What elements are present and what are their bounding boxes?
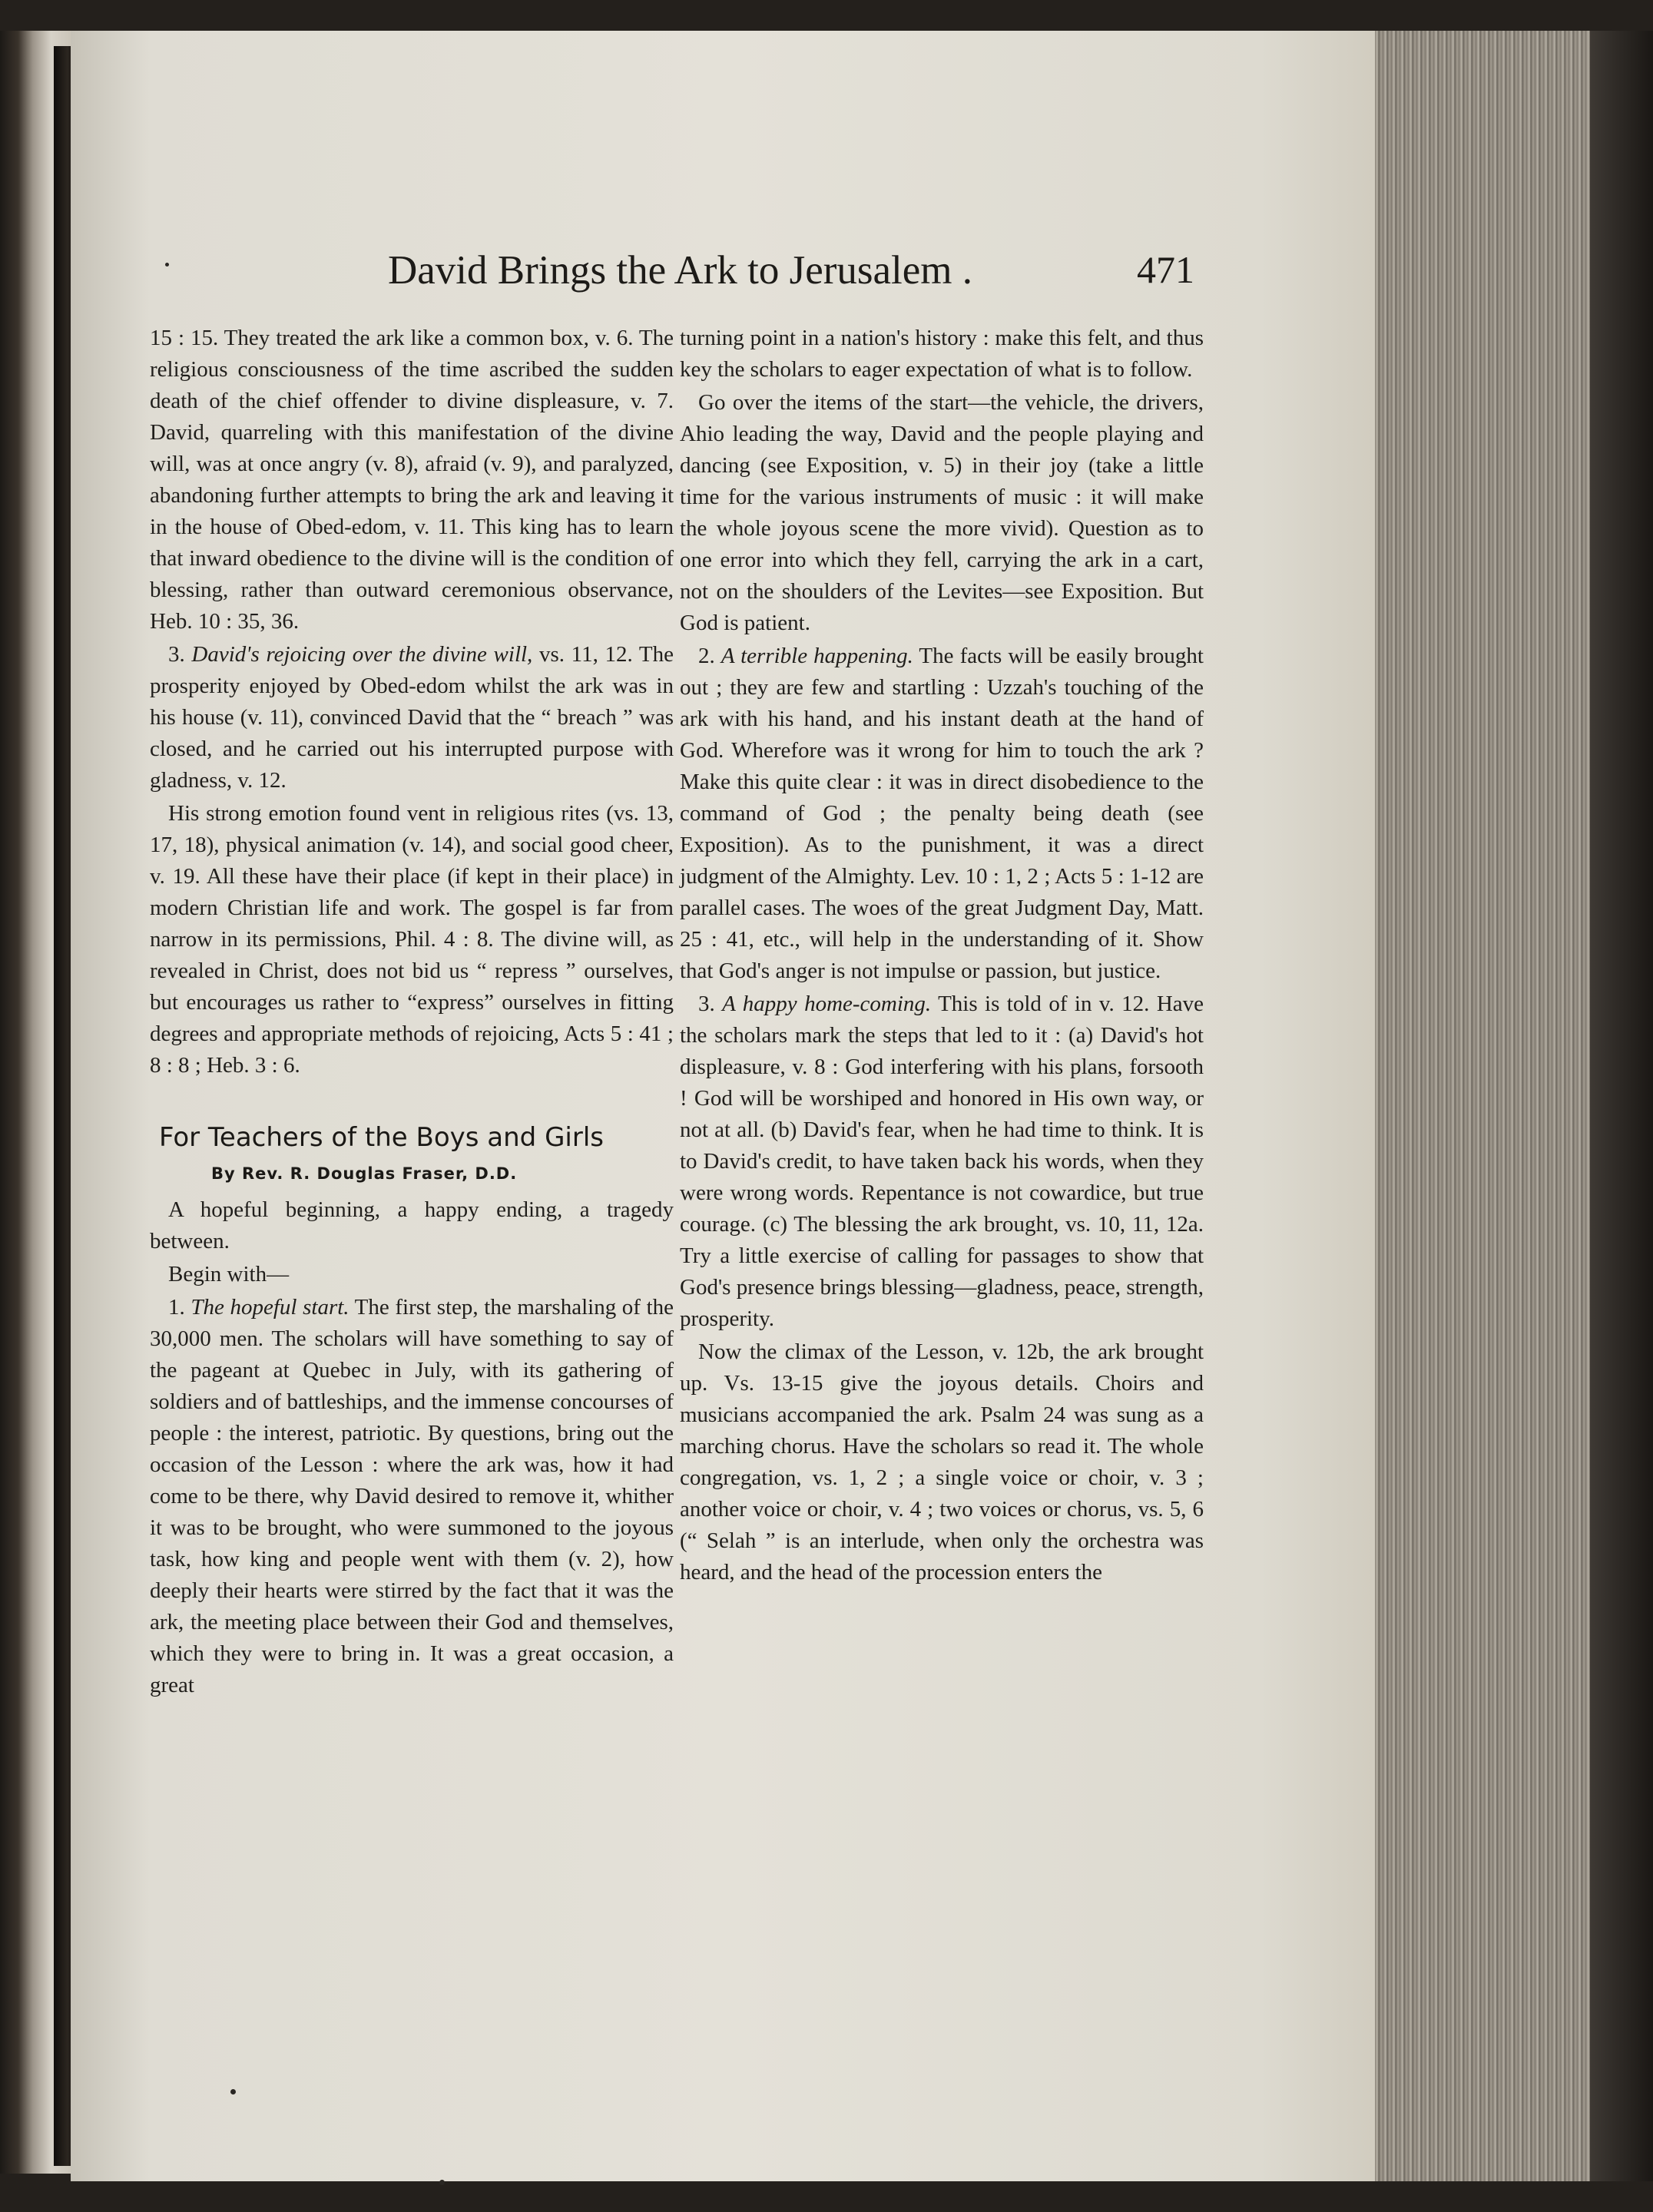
right-column [680, 323, 1204, 1588]
paragraph: Now the climax of the Lesson, v. 12b, the ark brought up. Vs. 13-15 give the joyous details. Choirs and musicians accompanied the ark. Psalm 24 was sung as a marching chorus. Have the scholars so read it. The whole congregation, vs. 1, 2 ; a single voice or choir, v. 3 ; another voice or choir, v. 4 ; two voices or chorus, vs. 5, 6 (“ Selah ” is an interlude, when only the orchestra was heard, and the head of the procession enters the [680, 1339, 1204, 1584]
left-column [150, 323, 674, 1701]
page-number: 471 [1137, 248, 1194, 291]
item-text: This is told of in v. 12. Have the scholars mark the steps that led to it : (a) David's hot displeasure, v. 8 : God interfering with his plans, forsooth ! God will be worshiped and honored in His own way, or not at all. (b) David's fear, when he had time to think. It is to David's credit, to have taken back his words, when they were wrong words. Repentance is not cowardice, but true courage. (c) The blessing the ark brought, vs. 10, 11, 12a. Try a little exercise of calling for passages to show that God's presence brings blessing—gladness, peace, strength, prosperity. [680, 992, 1204, 1331]
item-number: 2. [698, 644, 715, 668]
item-number: 3. [168, 642, 185, 667]
paragraph: His strong emotion found vent in religious rites (vs. 13, 17, 18), physical animation (v. 14), and social good cheer, v. 19. All these have their place (if kept in their place) in modern Christian life and work. The gospel is far from narrow in its permissions, Phil. 4 : 8. The divine will, as revealed in Christ, does not bid us “ repress ” ourselves, but encourages us rather to “express” ourselves in fitting degrees and appropriate methods of rejoicing, Acts 5 : 41 ; 8 : 8 ; Heb. 3 : 6. [150, 801, 674, 1078]
paragraph: turning point in a nation's history : make this felt, and thus key the scholars to eager expectation of what is to follow. [680, 326, 1204, 382]
item-title: David's rejoicing over the divine will, [191, 642, 533, 667]
paragraph-numbered [680, 988, 1204, 1335]
running-head [388, 247, 1194, 301]
item-text: The first step, the marshaling of the 30,000 men. The scholars will have something to say of the pageant at Quebec in July, with its gathering of soldiers and of battleships, and the immense concourses of people : the interest, patriotic. By questions, bring out the occasion of the Lesson : where the ark was, how it had come to be there, why David desired to remove it, whither it was to be brought, who were summoned to the joyous task, how king and people went with them (v. 2), how deeply their hearts were stirred by the fact that it was the ark, the meeting place between their God and themselves, which they were to bring in. It was a great occasion, a great [150, 1295, 674, 1697]
item-text: vs. 11, 12. The prosperity enjoyed by Obed-edom whilst the ark was in his house (v. 11), convinced David that the “ breach ” was closed, and he carried out his interrupted purpose with gladness, v. 12. [150, 642, 674, 793]
paragraph: Begin with— [168, 1262, 290, 1286]
paragraph-numbered [150, 1292, 674, 1701]
item-text: The facts will be easily brought out ; they are few and startling : Uzzah's touching of the ark with his hand, and his instant death at the hand of God. Wherefore was it wrong for him to touch the ark ? Make this quite clear : it was in direct disobedience to the command of God ; the penalty being death (see Exposition). As to the punishment, it was a direct judgment of the Almighty. Lev. 10 : 1, 2 ; Acts 5 : 1-12 are parallel cases. The woes of the great Judgment Day, Matt. 25 : 41, etc., will help in the understanding of it. Show that God's anger is not impulse or passion, but justice. [680, 644, 1204, 983]
paper-speck [165, 263, 169, 267]
item-title: The hopeful start. [190, 1295, 349, 1320]
paragraph: 15 : 15. They treated the ark like a common box, v. 6. The religious consciousness of the time ascribed the sudden death of the chief offender to divine displeasure, v. 7. David, quarreling with this manifestation of the divine will, was at once angry (v. 8), afraid (v. 9), and paralyzed, abandoning further attempts to bring the ark and leaving it in the house of Obed-edom, v. 11. This king has to learn that inward obedience to the divine will is the condition of blessing, rather than outward ceremonious observance, Heb. 10 : 35, 36. [150, 326, 674, 634]
item-title: A terrible happening. [720, 644, 913, 668]
item-number: 1. [168, 1295, 185, 1320]
section-heading: For Teachers of the Boys and Girls [159, 1122, 604, 1153]
item-title: A happy home-coming. [722, 992, 932, 1016]
item-number: 3. [698, 992, 715, 1016]
paragraph: Go over the items of the start—the vehicle, the drivers, Ahio leading the way, David and the people playing and dancing (see Exposition, v. 5) in their joy (take a little time for the various instruments of music : it will make the whole joyous scene the more vivid). Question as to one error into which they fell, carrying the ark in a cart, not on the shoulders of the Levites—see Exposition. But God is patient. [680, 390, 1204, 635]
running-head-title: David Brings the Ark to Jerusalem . [388, 248, 973, 293]
paper-speck [439, 2180, 445, 2185]
page-block-shadow [1590, 31, 1653, 2181]
paper-speck [230, 2089, 236, 2094]
paragraph-numbered [680, 641, 1204, 987]
paragraph: A hopeful beginning, a happy ending, a tragedy between. [150, 1197, 674, 1253]
paragraph-numbered [150, 639, 674, 796]
byline: By Rev. R. Douglas Fraser, D.D. [211, 1164, 518, 1183]
page-block-edges [1375, 31, 1605, 2181]
